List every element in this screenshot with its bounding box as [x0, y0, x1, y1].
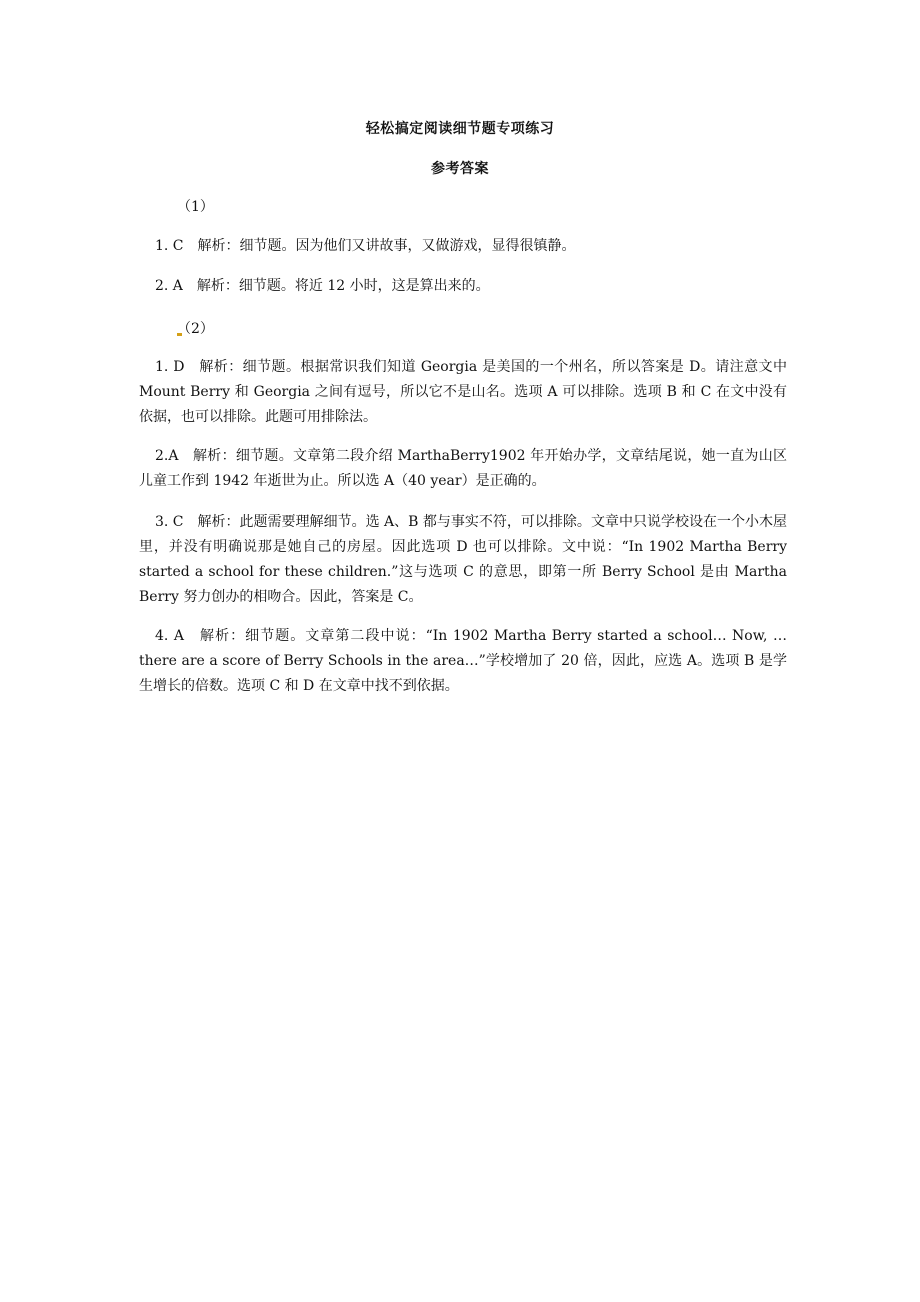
answer-item: 1. D 解析：细节题。根据常识我们知道 Georgia 是美国的一个州名，所以答案是 D。请注意文中 Mount Berry 和 Georgia 之间有逗号，所以它不是山名。选项 A 可以排除。选项 B 和 C 在文中没有依据，也可以排除。此题可用排除法。 [139, 359, 787, 425]
section-label-2 [177, 318, 214, 338]
document-title: 轻松搞定阅读细节题专项练习 [365, 121, 555, 137]
answer-item: 2. A 解析：细节题。将近 12 小时，这是算出来的。 [155, 278, 490, 294]
answer-item: 4. A 解析：细节题。文章第二段中说：“In 1902 Martha Berry started a school… Now, … there are a score of Berry Schools in the area…”学校增加了 20 倍，因此，应选 A。选项 B 是学生增长的倍数。选项 C 和 D 在文章中找不到依据。 [139, 628, 787, 694]
document-subtitle: 参考答案 [431, 161, 489, 177]
section-label-2-text: （2） [177, 321, 214, 337]
answer-item: 3. C 解析：此题需要理解细节。选 A、B 都与事实不符，可以排除。文章中只说学校设在一个小木屋里，并没有明确说那是她自己的房屋。因此选项 D 也可以排除。文中说：“In 1902 Martha Berry started a school for these children.”这与选项 C 的意思，即第一所 Berry School 是由 Martha Berry 努力创办的相吻合。因此，答案是 C。 [139, 514, 787, 605]
answer-item: 1. C 解析：细节题。因为他们又讲故事，又做游戏，显得很镇静。 [155, 238, 576, 254]
answer-item: 2.A 解析：细节题。文章第二段介绍 MarthaBerry1902 年开始办学，文章结尾说，她一直为山区儿童工作到 1942 年逝世为止。所以选 A（40 year）是正确的。 [139, 448, 787, 489]
section-label-1: （1） [177, 199, 214, 215]
